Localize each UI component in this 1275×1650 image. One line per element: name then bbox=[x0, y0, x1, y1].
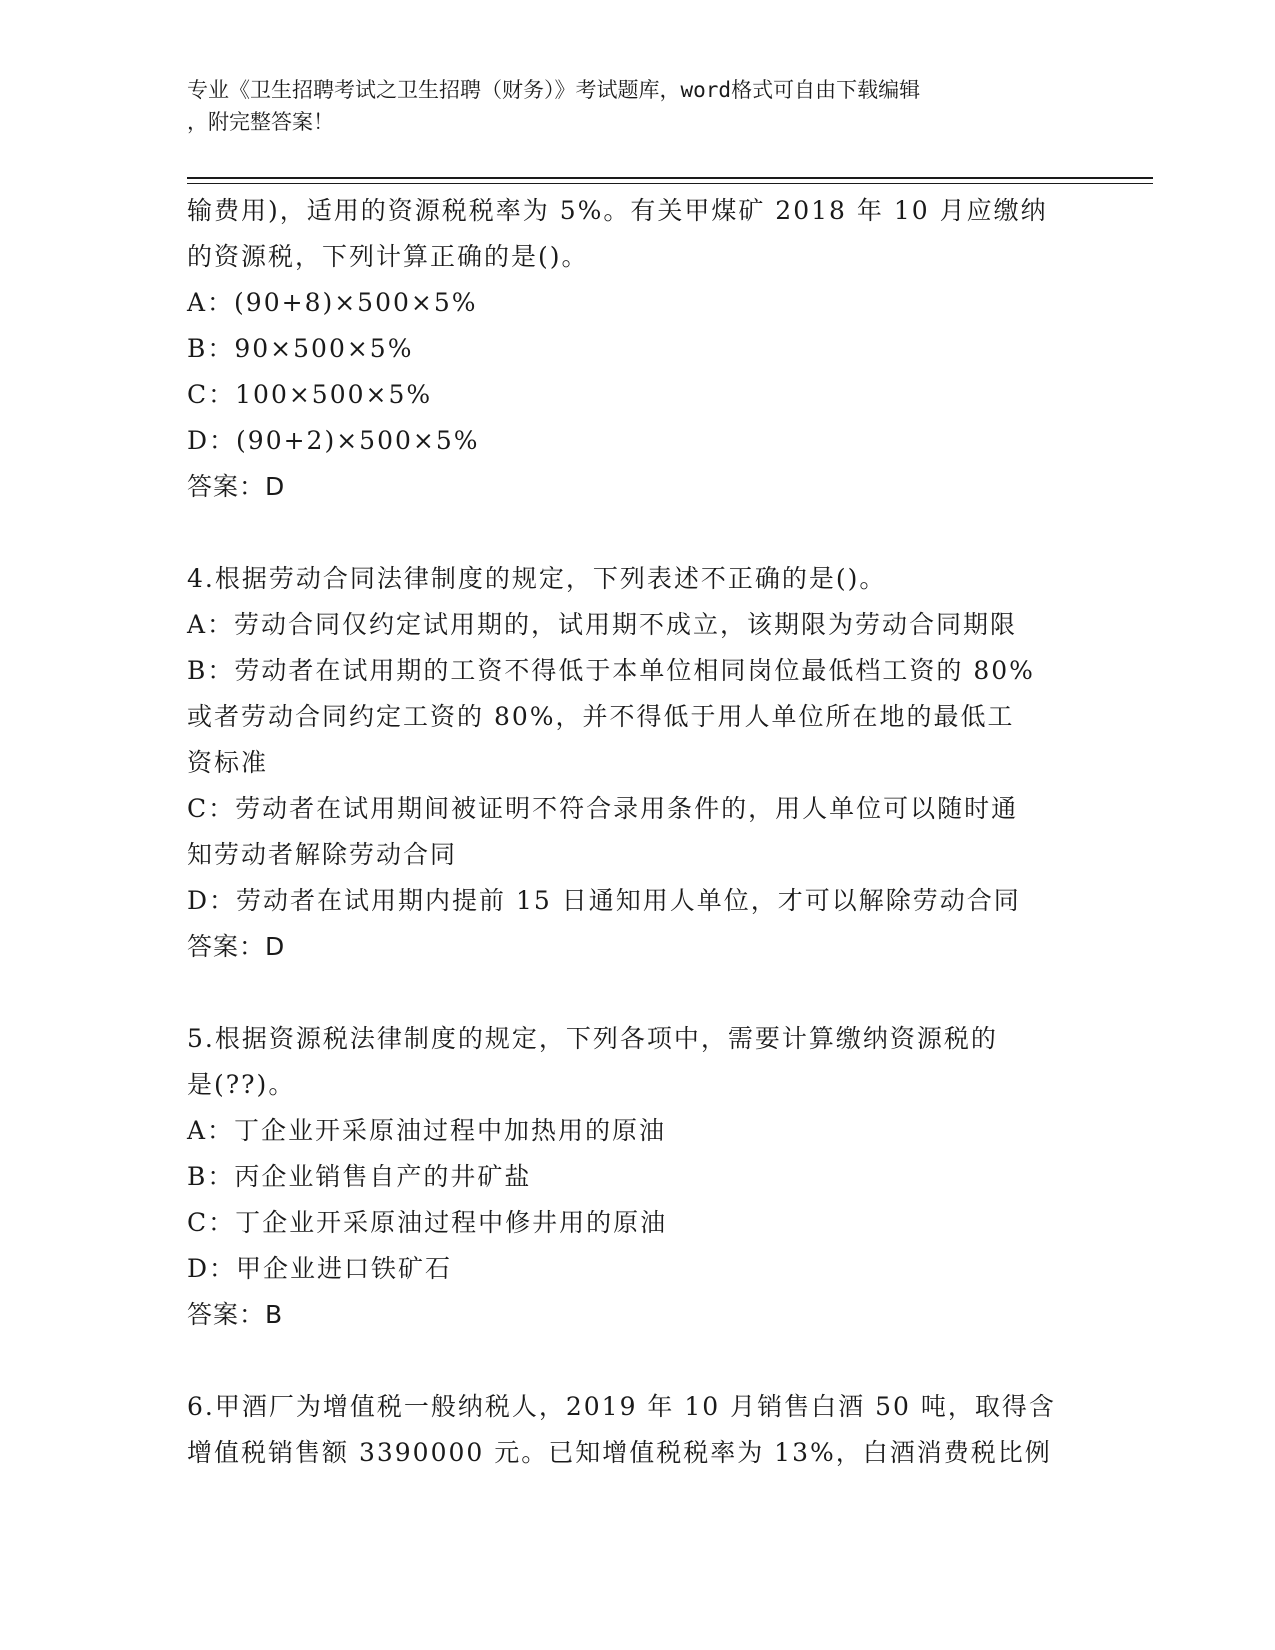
question-3-option-a: A：(90+8)×500×5% bbox=[187, 288, 478, 317]
question-5 bbox=[187, 1016, 1087, 1338]
spacer bbox=[187, 970, 1087, 1016]
question-5-answer: 答案：B bbox=[187, 1300, 284, 1329]
question-3-stem-line-2: 的资源税，下列计算正确的是()。 bbox=[187, 242, 589, 271]
document-header bbox=[187, 74, 1067, 138]
question-3-option-d: D：(90+2)×500×5% bbox=[187, 426, 480, 455]
question-5-option-b: B：丙企业销售自产的井矿盐 bbox=[187, 1162, 532, 1191]
question-4-answer: 答案：D bbox=[187, 932, 286, 961]
spacer bbox=[187, 1338, 1087, 1384]
question-6 bbox=[187, 1384, 1087, 1476]
question-5-option-a: A：丁企业开采原油过程中加热用的原油 bbox=[187, 1116, 667, 1145]
header-rule-thick bbox=[187, 177, 1153, 179]
header-line-2: ，附完整答案！ bbox=[187, 110, 334, 134]
question-5-stem-line-2: 是(??)。 bbox=[187, 1070, 296, 1099]
question-3 bbox=[187, 188, 1087, 510]
question-content bbox=[187, 188, 1087, 1476]
question-4-option-d: D：劳动者在试用期内提前 15 日通知用人单位，才可以解除劳动合同 bbox=[187, 886, 1021, 915]
question-4-stem: 4.根据劳动合同法律制度的规定，下列表述不正确的是()。 bbox=[187, 564, 887, 593]
question-4-option-b-line-2: 或者劳动合同约定工资的 80%，并不得低于用人单位所在地的最低工 bbox=[187, 702, 1015, 731]
question-4-option-b-line-1: B：劳动者在试用期的工资不得低于本单位相同岗位最低档工资的 80% bbox=[187, 656, 1035, 685]
question-4-option-a: A：劳动合同仅约定试用期的，试用期不成立，该期限为劳动合同期限 bbox=[187, 610, 1018, 639]
header-rule-thin bbox=[187, 183, 1153, 184]
question-5-stem-line-1: 5.根据资源税法律制度的规定，下列各项中，需要计算缴纳资源税的 bbox=[187, 1024, 998, 1053]
question-5-option-d: D：甲企业进口铁矿石 bbox=[187, 1254, 453, 1283]
spacer bbox=[187, 510, 1087, 556]
question-6-stem-line-1: 6.甲酒厂为增值税一般纳税人，2019 年 10 月销售白酒 50 吨，取得含 bbox=[187, 1392, 1056, 1421]
question-4-option-c-line-1: C：劳动者在试用期间被证明不符合录用条件的，用人单位可以随时通 bbox=[187, 794, 1019, 823]
question-3-stem-line-1: 输费用)，适用的资源税税率为 5%。有关甲煤矿 2018 年 10 月应缴纳 bbox=[187, 196, 1048, 225]
question-4-option-c-line-2: 知劳动者解除劳动合同 bbox=[187, 840, 458, 869]
question-3-option-b: B：90×500×5% bbox=[187, 334, 414, 363]
header-line-1: 专业《卫生招聘考试之卫生招聘（财务）》考试题库，word格式可自由下载编辑 bbox=[187, 78, 921, 102]
question-4 bbox=[187, 556, 1087, 970]
question-3-option-c: C：100×500×5% bbox=[187, 380, 433, 409]
question-6-stem-line-2: 增值税销售额 3390000 元。已知增值税税率为 13%，白酒消费税比例 bbox=[187, 1438, 1052, 1467]
question-5-option-c: C：丁企业开采原油过程中修井用的原油 bbox=[187, 1208, 668, 1237]
question-3-answer: 答案：D bbox=[187, 472, 286, 501]
question-4-option-b-line-3: 资标准 bbox=[187, 748, 269, 777]
